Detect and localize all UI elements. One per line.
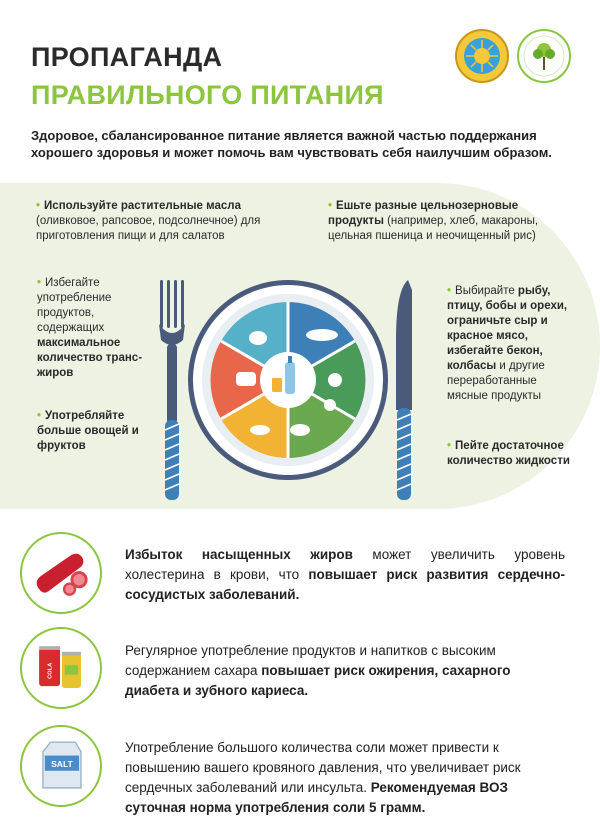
tip-trans-fats: • Избегайте употребление продуктов, содержащих максимальное количество транс-жиров bbox=[37, 277, 143, 379]
tip-protein-choice: • Выбирайте рыбу, птицу, бобы и орехи, ограничьте сыр и красное мясо, избегайте бекон, колбасы и другие переработанные мясные продукты bbox=[447, 285, 568, 402]
soda-cans-icon bbox=[20, 627, 102, 709]
fork-icon bbox=[159, 280, 185, 500]
state-emblem-icon bbox=[454, 28, 510, 84]
tip-vegetable-oils: • Используйте растительные масла (оливковое, рапсовое, подсолнечное) для приготовления пищи и для салатов bbox=[36, 200, 261, 242]
plate-illustration bbox=[150, 280, 430, 510]
sausage-icon bbox=[20, 532, 102, 614]
tip-vegetables-fruits: • Употребляйте больше овощей и фруктов bbox=[37, 410, 139, 452]
knife-icon bbox=[396, 280, 412, 500]
salt-bag-icon bbox=[20, 725, 102, 807]
svg-text:SALT: SALT bbox=[51, 758, 73, 769]
tip-drink-fluids: • Пейте достаточное количество жидкости bbox=[447, 440, 570, 467]
page-title-line1: ПРОПАГАНДА bbox=[31, 42, 223, 72]
page-title-line2: ПРАВИЛЬНОГО ПИТАНИЯ bbox=[31, 80, 384, 110]
svg-text:COLA: COLA bbox=[47, 662, 54, 679]
intro-text: Здоровое, сбалансированное питание является важной частью поддержания хорошего здоровья и может помочь вам чувствовать себя наилучшим образом. bbox=[31, 128, 552, 160]
health-center-logo-icon bbox=[516, 28, 572, 84]
saturated-fats-text: Избыток насыщенных жиров может увеличить уровень холестерина в крови, что повышает риск развития сердечно-сосудистых заболеваний. bbox=[125, 547, 565, 602]
tip-whole-grains: • Ешьте разные цельнозерновые продукты (например, хлеб, макароны, цельная пшеница и неочищенный рис) bbox=[328, 200, 539, 242]
salt-text: Употребление большого количества соли может привести к повышению вашего кровяного давления, что увеличивает риск сердечных заболеваний или инсульта. Рекомендуемая ВОЗ суточная норма употребления соли 5 грамм. bbox=[125, 740, 521, 815]
sugar-text: Регулярное употребление продуктов и напитков с высоким содержанием сахара повышает риск ожирения, сахарного диабета и зубного кариеса. bbox=[125, 643, 511, 698]
